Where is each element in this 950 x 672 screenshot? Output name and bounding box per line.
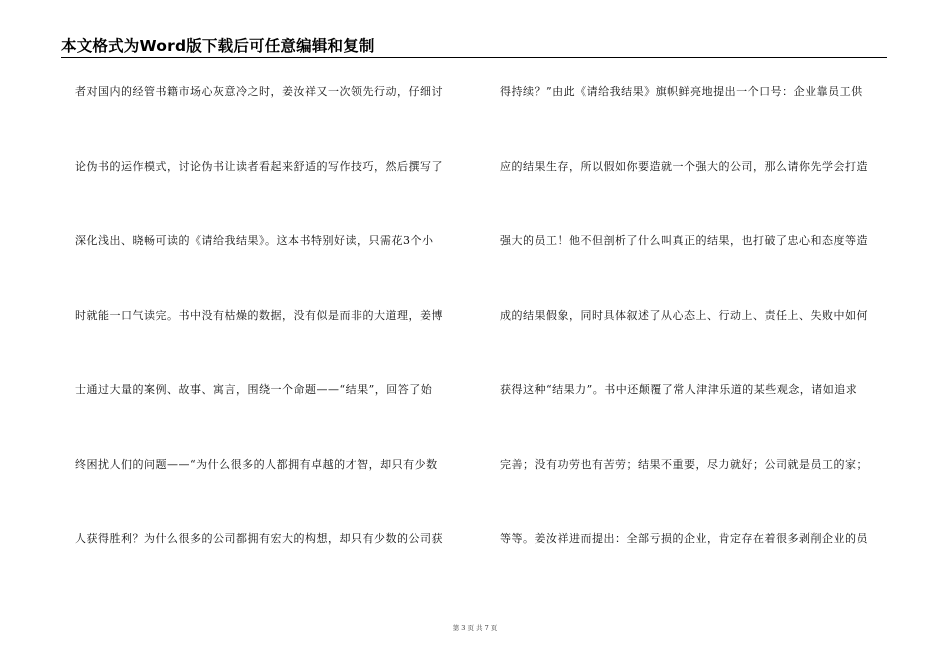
left-text-line: 终困扰人们的问题——“为什么很多的人都拥有卓越的才智，却只有少数 — [75, 457, 438, 471]
left-text-line: 者对国内的经管书籍市场心灰意冷之时，姜汝祥又一次领先行动，仔细讨 — [75, 85, 443, 98]
left-text-line: 深化浅出、晓畅可读的《请给我结果》。这本书特别好读，只需花3个小 — [75, 234, 434, 247]
right-text-line: 强大的员工！他不但剖析了什么叫真正的结果，也打破了忠心和态度等造 — [500, 234, 868, 247]
right-text-line: 应的结果生存，所以假如你要造就一个强大的公司，那么请你先学会打造 — [500, 159, 868, 173]
left-text-line: 人获得胜利？为什么很多的公司都拥有宏大的构想，却只有少数的公司获 — [75, 532, 443, 545]
document-header-title: 本文格式为Word版下载后可任意编辑和复制 — [61, 37, 375, 55]
right-text-line: 等等。姜汝祥进而提出：全部亏损的企业，肯定存在着很多剥削企业的员 — [500, 532, 868, 545]
right-text-line: 成的结果假象，同时具体叙述了从心态上、行动上、责任上、失败中如何 — [500, 308, 868, 322]
right-text-line: 完善；没有功劳也有苦劳；结果不重要，尽力就好；公司就是员工的家； — [500, 457, 868, 471]
page-number-footer: 第 3 页 共 7 页 — [452, 624, 498, 632]
left-text-line: 论伪书的运作模式，讨论伪书让读者看起来舒适的写作技巧，然后撰写了 — [75, 159, 443, 173]
left-text-line: 时就能一口气读完。书中没有枯燥的数据，没有似是而非的大道理，姜博 — [75, 308, 443, 322]
left-text-line: 士通过大量的案例、故事、寓言，围绕一个命题——“结果”，回答了始 — [75, 383, 433, 396]
right-text-line: 得持续？”由此《请给我结果》旗帜鲜亮地提出一个口号：企业靠员工供 — [500, 85, 863, 98]
left-text-column — [75, 86, 465, 608]
right-text-column — [500, 86, 890, 608]
right-text-line: 获得这种“结果力”。书中还颠覆了常人津津乐道的某些观念，诸如追求 — [500, 383, 858, 396]
header-divider — [61, 57, 887, 58]
